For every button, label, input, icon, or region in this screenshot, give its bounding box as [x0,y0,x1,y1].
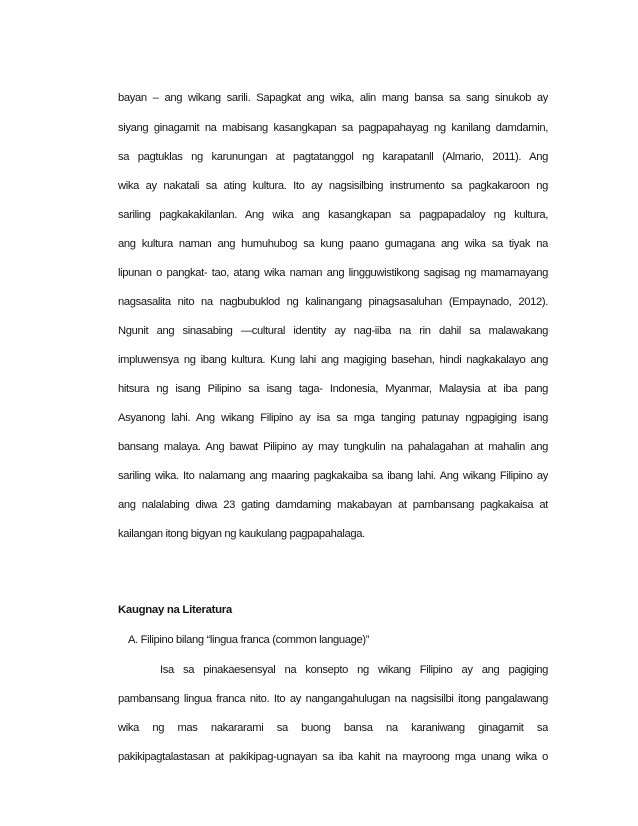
paragraph-line: Asyanong lahi. Ang wikang Filipino ay isa sa mga tanging patunay ngpagiging isang [118,412,548,424]
paragraph-line: nagsasalita nito na nagbubuklod ng kalinangang pinagsasaluhan (Empaynado, 2012). [118,296,548,308]
paragraph-line: sariling pagkakakilanlan. Ang wika ang kasangkapan sa pagpapadaloy ng kultura, [118,209,548,221]
section-heading: Kaugnay na Literatura [118,604,232,616]
paragraph-line: sa pagtuklas ng karunungan at pagtatanggol ng karapatanll (Almario, 2011). Ang [118,151,548,163]
paragraph-line: pambansang lingua franca nito. Ito ay nangangahulugan na nagsisilbi itong pangalawang [118,693,548,705]
paragraph-line: pakikipagtalastasan at pakikipag-ugnayan sa iba kahit na mayroong mga unang wika o [118,751,548,763]
paragraph-line: sariling wika. Ito nalamang ang maaring pagkakaiba sa ibang lahi. Ang wikang Filipino ay [118,470,548,482]
paragraph-line: ang kultura naman ang humuhubog sa kung paano gumagana ang wika sa tiyak na [118,238,548,250]
paragraph-line: kailangan itong bigyan ng kaukulang pagpapahalaga. [118,528,365,540]
paragraph-line: impluwensya ng ibang kultura. Kung lahi ang magiging basehan, hindi nagkakalayo ang [118,354,548,366]
paragraph-line: ang nalalabing diwa 23 gating damdaming makabayan at pambansang pagkakaisa at [118,499,548,511]
section-subheading: A. Filipino bilang “lingua franca (common language)” [128,634,370,646]
paragraph-line: wika ay nakatali sa ating kultura. Ito ay nagsisilbing instrumento sa pagkakaroon ng [118,180,548,192]
paragraph-line: bayan – ang wikang sarili. Sapagkat ang wika, alin mang bansa sa sang sinukob ay [118,92,548,104]
paragraph-line: siyang ginagamit na mabisang kasangkapan sa pagpapahayag ng kanilang damdamin, [118,122,548,134]
paragraph-line: bansang malaya. Ang bawat Pilipino ay may tungkulin na pahalagahan at mahalin ang [118,441,548,453]
paragraph-line: lipunan o pangkat- tao, atang wika naman ang lingguwistikong sagisag ng mamamayang [118,267,548,279]
paragraph-line: hitsura ng isang Pilipino sa isang taga- Indonesia, Myanmar, Malaysia at iba pang [118,383,548,395]
paragraph-line: Isa sa pinakaesensyal na konsepto ng wikang Filipino ay ang pagiging [160,664,548,676]
paragraph-line: Ngunit ang sinasabing ―cultural identity ay nag-iiba na rin dahil sa malawakang [118,325,548,337]
paragraph-line: wika ng mas nakararami sa buong bansa na karaniwang ginagamit sa [118,722,548,734]
